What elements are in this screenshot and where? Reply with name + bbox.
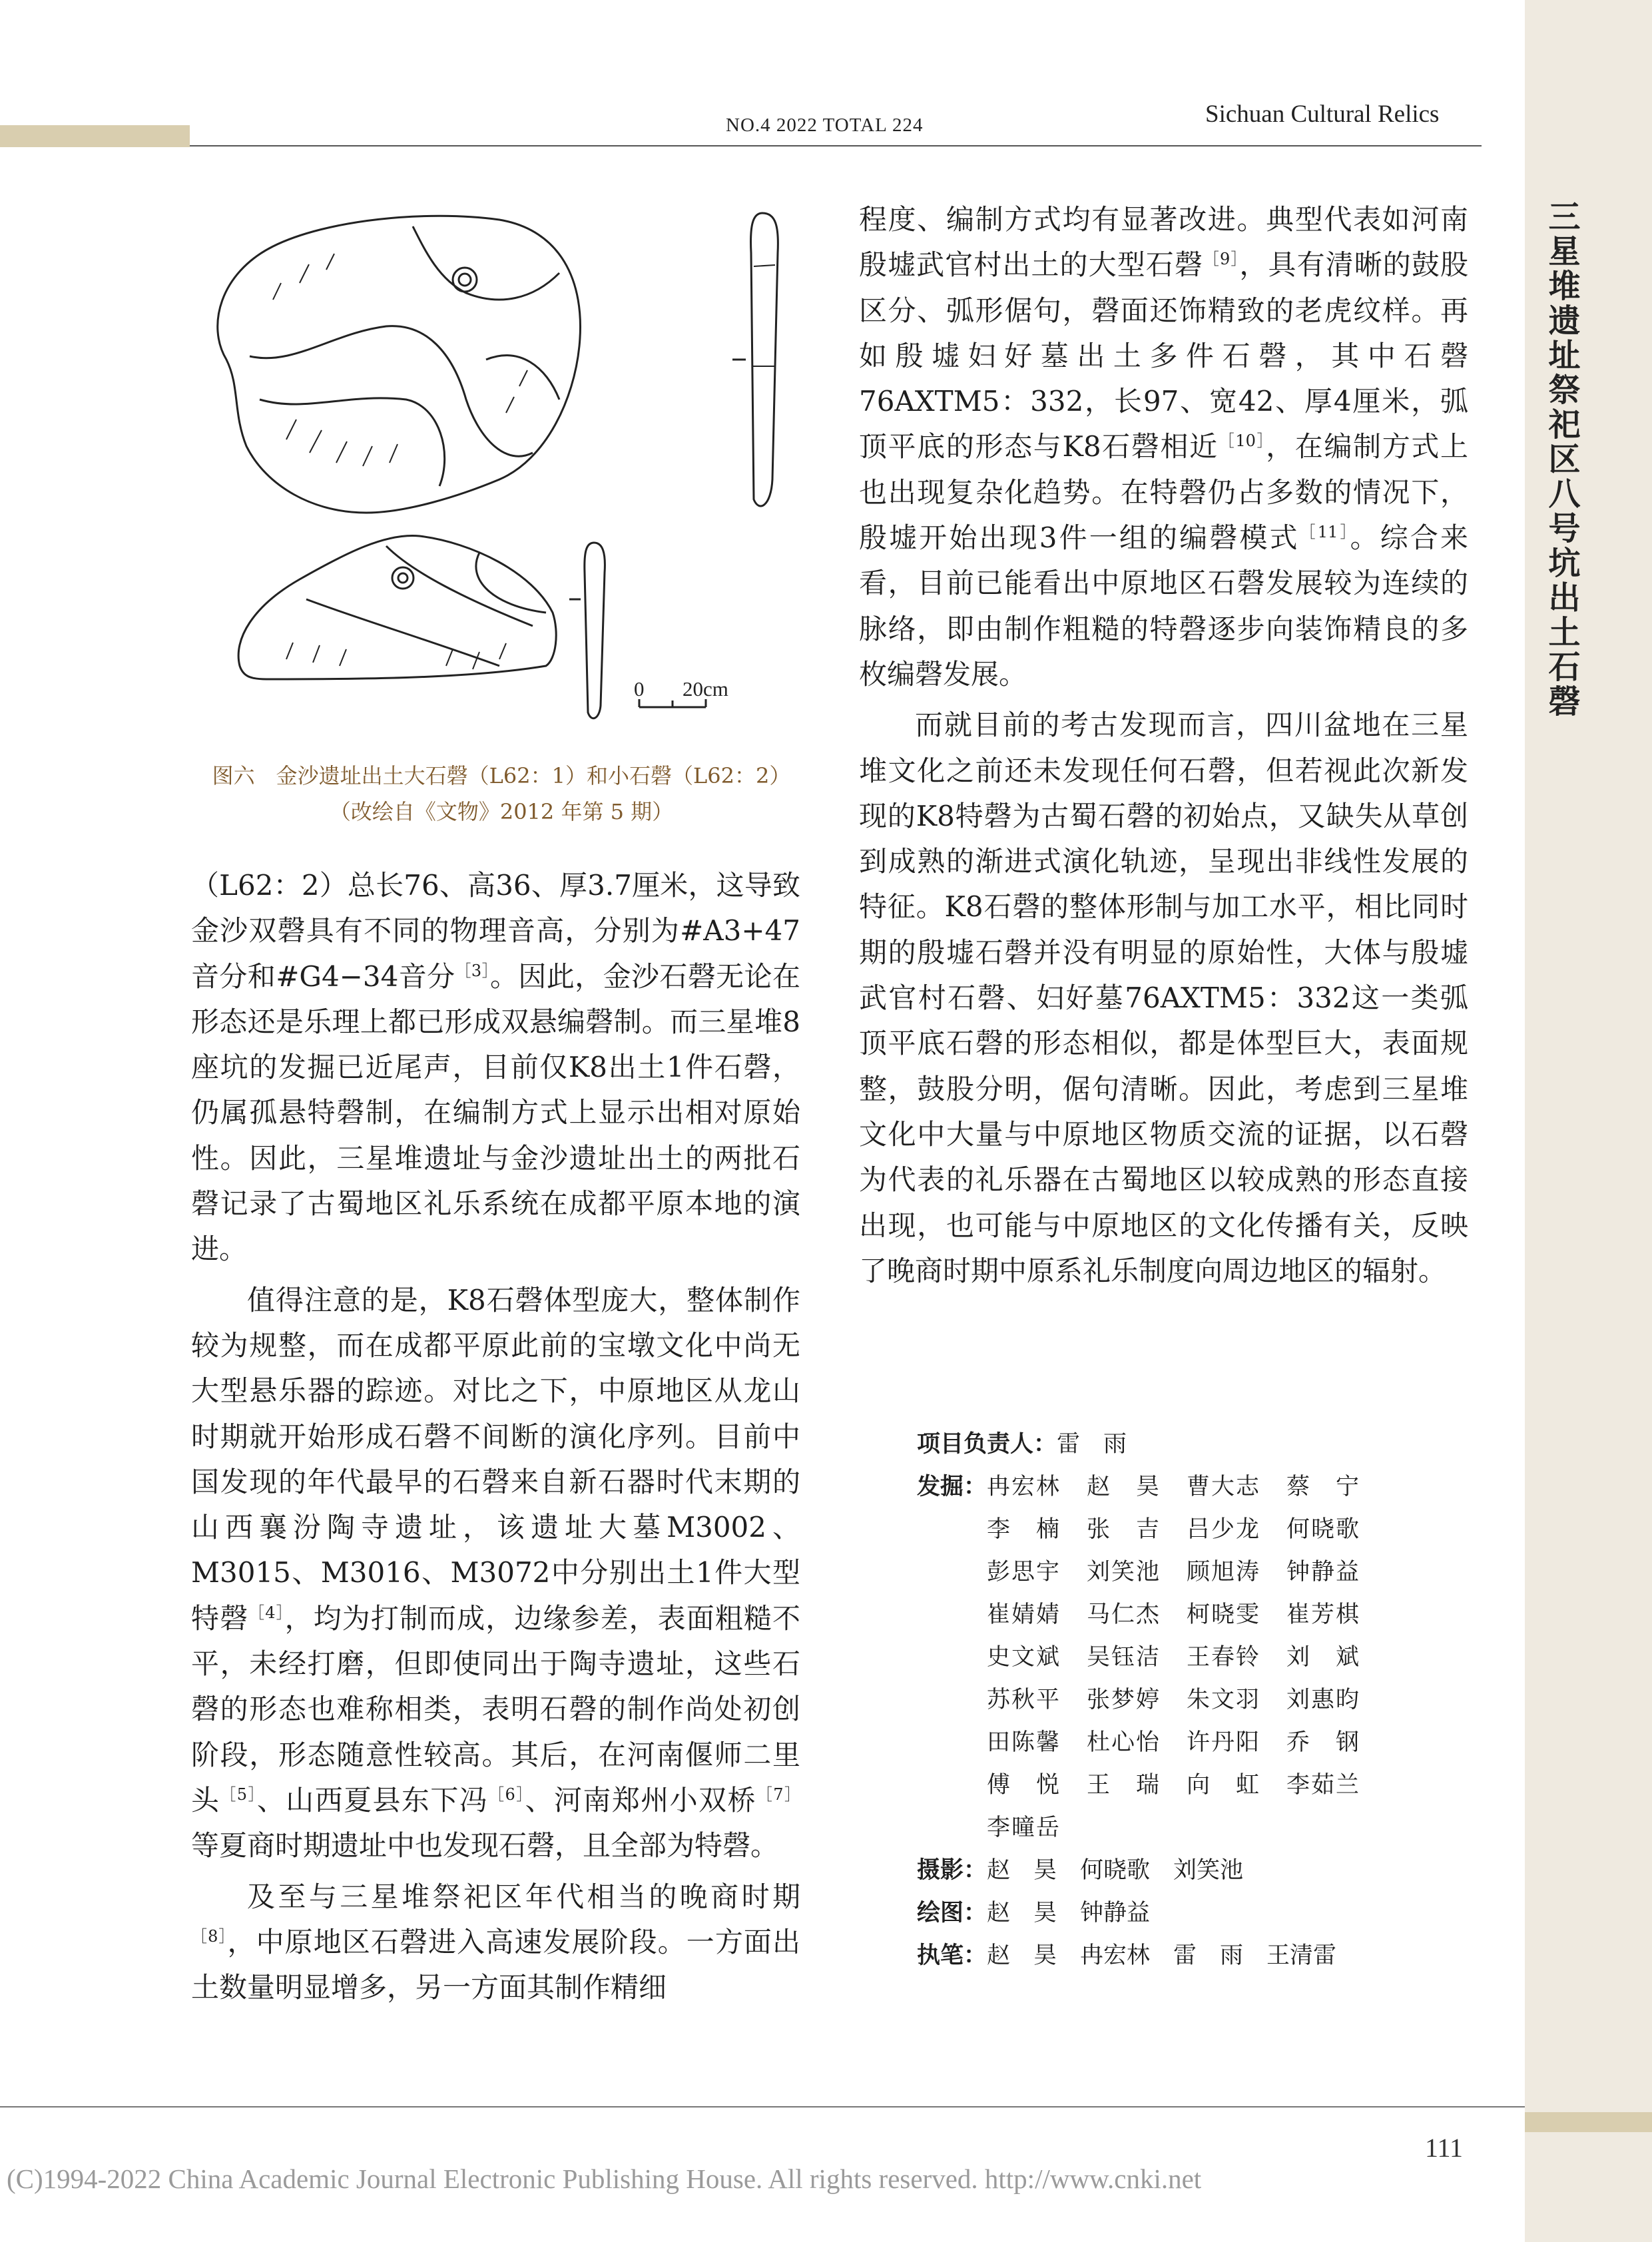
large-chime-hole <box>459 274 471 286</box>
footer-rule <box>0 2106 1525 2107</box>
citation-ref: ［3］ <box>455 961 490 980</box>
paragraph-text: ，中原地区石磬进入高速发展阶段。一方面出土数量明显增多，另一方面其制作精细 <box>191 1925 800 2004</box>
paragraph-text: 程度、编制方式均有显著改进。典型代表如河南殷墟武官村出土的大型石磬 <box>859 203 1468 282</box>
paragraph-text: 。因此，金沙石磬无论在形态还是乐理上都已形成双悬编磬制。而三星堆8座坑的发掘已近尾声，目前仅K8出土1件石磬，仍属孤悬特磬制，在编制方式上显示出相对原始性。因此，三星堆遗址与金沙遗址出土的两批石磬记录了古蜀地区礼乐系统在成都平原本地的演进。 <box>191 960 800 1266</box>
paragraph-text: ，具有清晰的鼓股区分、弧形倨句，磬面还饰精致的老虎纹样。再如殷墟妇好墓出土多件石磬，其中石磬76AXTM5：332，长97、宽42、厚4厘米，弧顶平底的形态与K8石磬相近 <box>859 248 1468 463</box>
scale-max-label: 20cm <box>683 677 728 701</box>
small-chime-hole <box>392 567 413 589</box>
excavator-name: 傅 悦 <box>987 1772 1061 1799</box>
large-chime-hatching <box>273 254 527 466</box>
excavator-name: 蔡 宁 <box>1286 1474 1361 1500</box>
excavator-name: 李茹兰 <box>1286 1772 1361 1799</box>
paragraph-text: （L62：2）总长76、高36、厚3.7厘米，这导致金沙双磬具有不同的物理音高，分别为#A3+47音分和#G4−34音分 <box>191 869 800 993</box>
credit-names: 赵 昊 何晓歌 刘笑池 <box>987 1857 1244 1884</box>
chime-line-drawing <box>186 200 812 732</box>
excavator-name: 钟静益 <box>1286 1559 1361 1585</box>
paragraph-text: 及至与三星堆祭祀区年代相当的晚商时期 <box>247 1880 800 1913</box>
small-chime-hole <box>398 573 408 583</box>
excavator-name: 吴钰洁 <box>1087 1644 1161 1671</box>
small-chime-inner-line <box>386 546 533 626</box>
credit-names: 赵 昊 冉宏林 雷 雨 王清雷 <box>987 1942 1337 1969</box>
excavator-name: 冉宏林 <box>987 1474 1061 1500</box>
paragraph-text: ，均为打制而成，边缘参差，表面粗糙不平，未经打磨，但即使同出于陶寺遗址，这些石磬的形态也难称相类，表明石磬的制作尚处初创阶段，形态随意性较高。其后，在河南偃师二里头 <box>191 1601 800 1817</box>
side-article-title: 三星堆遗址祭祀区八号坑出土石磬 <box>1543 200 1580 719</box>
caption-line-1: 图六 金沙遗址出土大石磬（L62：1）和小石磬（L62：2） <box>212 763 791 788</box>
excavator-name: 苏秋平 <box>987 1687 1061 1713</box>
excavator-name: 史文斌 <box>987 1644 1061 1671</box>
credit-label: 项目负责人： <box>917 1431 1057 1458</box>
excavator-name: 李曈岳 <box>987 1815 1061 1841</box>
copyright-notice: (C)1994-2022 China Academic Journal Electronic Publishing House. All rights reserved. http://www.cnki.net <box>7 2163 1202 2194</box>
project-credits <box>917 1423 1463 1977</box>
excavator-name: 向 虹 <box>1187 1772 1261 1799</box>
body-paragraph <box>191 1874 800 2011</box>
figure-caption <box>178 758 824 830</box>
header-accent-band <box>0 125 190 147</box>
paragraph-text: 等夏商时期遗址中也发现石磬，且全部为特磬。 <box>191 1829 779 1862</box>
large-chime-inner-line <box>486 356 559 400</box>
credit-photography <box>917 1849 1463 1892</box>
excavator-name: 刘笑池 <box>1087 1559 1161 1585</box>
large-chime-inner-line <box>260 398 445 486</box>
credit-label: 绘图： <box>917 1900 987 1926</box>
excavator-name: 彭思宇 <box>987 1559 1061 1585</box>
excavator-name: 吕少龙 <box>1187 1516 1261 1543</box>
excavator-name: 许丹阳 <box>1187 1729 1261 1756</box>
large-chime-inner-line <box>413 226 559 300</box>
body-paragraph <box>191 863 800 1272</box>
excavator-name: 王春铃 <box>1187 1644 1261 1671</box>
citation-ref: ［5］ <box>220 1785 257 1804</box>
large-chime-section-line <box>752 265 775 366</box>
caption-line-2: （改绘自《文物》2012 年第 5 期） <box>329 799 674 824</box>
credit-drawing <box>917 1892 1463 1934</box>
credit-excavation <box>917 1466 1463 1849</box>
citation-ref: ［6］ <box>488 1785 525 1804</box>
footer-accent-band <box>1525 2112 1652 2132</box>
issue-label: NO.4 2022 TOTAL 224 <box>726 115 924 136</box>
large-chime-section <box>751 213 778 506</box>
citation-ref: ［9］ <box>1203 250 1240 269</box>
credit-names: 雷 雨 <box>1057 1431 1127 1458</box>
scale-zero-label: 0 <box>634 677 645 701</box>
excavator-name: 赵 昊 <box>1087 1474 1161 1500</box>
paragraph-text: 值得注意的是，K8石磬体型庞大，整体制作较为规整，而在成都平原此前的宝墩文化中尚无大型悬乐器的踪迹。对比之下，中原地区从龙山时期就开始形成石磬不间断的演化序列。目前中国发现的年代最早的石磬来自新石器时代末期的山西襄汾陶寺遗址，该遗址大墓M3002、M3015、M3016、M3072中分别出土1件大型特磬 <box>191 1283 800 1635</box>
paragraph-text: 。综合来看，目前已能看出中原地区石磬发展较为连续的脉络，即由制作粗糙的特磬逐步向装饰精良的多枚编磬发展。 <box>859 521 1468 691</box>
excavator-name: 杜心怡 <box>1087 1729 1161 1756</box>
paragraph-text: 、河南郑州小双桥 <box>525 1783 756 1817</box>
small-chime-outline <box>238 535 556 679</box>
paragraph-text: 、山西夏县东下冯 <box>256 1783 489 1817</box>
excavation-name-grid <box>987 1466 1386 1849</box>
excavator-name: 何晓歌 <box>1286 1516 1361 1543</box>
body-paragraph <box>859 197 1468 697</box>
large-chime-outline <box>218 216 581 513</box>
excavator-name: 马仁杰 <box>1087 1601 1161 1628</box>
excavator-name: 朱文羽 <box>1187 1687 1261 1713</box>
right-column <box>859 197 1468 1299</box>
excavator-name: 曹大志 <box>1187 1474 1261 1500</box>
header-rule <box>190 145 1482 146</box>
excavator-name: 张梦婷 <box>1087 1687 1161 1713</box>
citation-ref: ［4］ <box>248 1603 285 1622</box>
citation-ref: ［8］ <box>191 1926 228 1946</box>
excavator-name: 刘惠昀 <box>1286 1687 1361 1713</box>
stone-chime-figure <box>186 200 812 732</box>
credit-label: 执笔： <box>917 1942 987 1969</box>
credit-writing <box>917 1934 1463 1977</box>
page-number: 111 <box>1425 2133 1464 2163</box>
excavator-name: 张 吉 <box>1087 1516 1161 1543</box>
citation-ref: ［7］ <box>756 1785 800 1804</box>
excavator-name: 崔芳棋 <box>1286 1601 1361 1628</box>
excavator-name: 李 楠 <box>987 1516 1061 1543</box>
excavator-name: 刘 斌 <box>1286 1644 1361 1671</box>
excavator-name: 田陈馨 <box>987 1729 1061 1756</box>
paragraph-text: 而就目前的考古发现而言，四川盆地在三星堆文化之前还未发现任何石磬，但若视此次新发现的K8特磬为古蜀石磬的初始点，又缺失从草创到成熟的渐进式演化轨迹，呈现出非线性发展的特征。K8石磬的整体形制与加工水平，相比同时期的殷墟石磬并没有明显的原始性，大体与殷墟武官村石磬、妇好墓76AXTM5：332这一类弧顶平底石磬的形态相似，都是体型巨大，表面规整，鼓股分明，倨句清晰。因此，考虑到三星堆文化中大量与中原地区物质交流的证据，以石磬为代表的礼乐器在古蜀地区以较成熟的形态直接出现，也可能与中原地区的文化传播有关，反映了晚商时期中原系礼乐制度向周边地区的辐射。 <box>859 708 1468 1287</box>
credit-names: 赵 昊 钟静益 <box>987 1900 1151 1926</box>
body-paragraph <box>859 702 1468 1294</box>
body-paragraph <box>191 1278 800 1869</box>
excavator-name: 王 瑞 <box>1087 1772 1161 1799</box>
paragraph-text: ，在编制方式上也出现复杂化趋势。在特磬仍占多数的情况下，殷墟开始出现3件一组的编磬模式 <box>859 430 1468 555</box>
credit-leader <box>917 1423 1463 1466</box>
credit-label: 发掘： <box>917 1474 987 1500</box>
large-chime-hole <box>453 268 477 292</box>
small-chime-inner-line <box>306 599 499 666</box>
small-chime-inner-line <box>476 553 546 613</box>
credit-label: 摄影： <box>917 1857 987 1884</box>
excavator-name: 乔 钢 <box>1286 1729 1361 1756</box>
small-chime-section <box>585 543 605 718</box>
large-chime-inner-line <box>250 326 533 457</box>
excavator-name: 柯晓雯 <box>1187 1601 1261 1628</box>
citation-ref: ［10］ <box>1218 431 1266 451</box>
excavator-name: 崔婧婧 <box>987 1601 1061 1628</box>
left-column <box>191 863 800 2016</box>
journal-title: Sichuan Cultural Relics <box>1205 101 1440 128</box>
citation-ref: ［11］ <box>1299 523 1350 542</box>
excavator-name: 顾旭涛 <box>1187 1559 1261 1585</box>
